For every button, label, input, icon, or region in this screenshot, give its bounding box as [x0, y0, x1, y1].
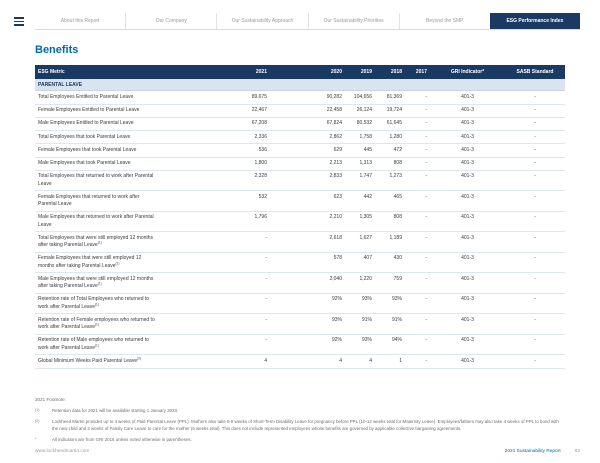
- nav-item-active[interactable]: ESG Performance Index: [490, 13, 580, 29]
- value-cell: -: [425, 107, 427, 113]
- value-cell: 2,040: [329, 275, 342, 282]
- footnote-reference: (1): [94, 322, 99, 327]
- column-header: 2018: [390, 68, 402, 75]
- column-header: 2021: [255, 68, 267, 75]
- metric-cell: Male Employees Entitled to Parental Leave: [38, 120, 134, 127]
- value-cell: 2,336: [254, 133, 267, 140]
- footnote-marker: (1): [35, 408, 40, 412]
- metric-cell: Total Employees Entitled to Parental Leave: [38, 93, 134, 100]
- metric-cell: Total Employees that returned to work after Parental Leave: [38, 173, 154, 187]
- nav-item[interactable]: Our Company: [125, 13, 216, 29]
- value-cell: -: [534, 214, 536, 221]
- value-cell: -: [265, 337, 267, 344]
- nav-item[interactable]: Our Sustainability Approach: [216, 13, 307, 29]
- metric-cell: Male Employees that returned to work after Parental Leave: [38, 214, 154, 228]
- value-cell: 445: [363, 146, 372, 153]
- value-cell: 90,282: [326, 93, 342, 100]
- value-cell: 104,656: [353, 93, 372, 100]
- esg-metrics-table: [35, 65, 565, 369]
- footnote-marker: (2): [35, 419, 40, 424]
- nav-item[interactable]: Beyond the SMP: [399, 13, 490, 29]
- nav-item[interactable]: About this Report: [60, 18, 100, 24]
- value-cell: 759: [393, 275, 402, 282]
- metric-cell: Retention rate of Male employees who returned to work after Parental Leave$^{(1)}$: [38, 337, 149, 351]
- value-cell: -: [534, 275, 536, 282]
- value-cell: 91%: [361, 316, 372, 323]
- value-cell: 93%: [331, 316, 342, 323]
- table-row: [35, 144, 565, 157]
- value-cell: -: [534, 316, 536, 323]
- metric-cell: Retention rate of Female employees who returned to work after Parental Leave$^{(1)}$: [38, 316, 155, 330]
- value-cell: -: [534, 120, 536, 127]
- value-cell: 401-3: [461, 133, 474, 140]
- value-cell: 1,189: [389, 234, 402, 241]
- value-cell: 4: [339, 357, 342, 364]
- footer-report-title: 2021 Sustainability Report: [504, 449, 561, 454]
- value-cell: 93%: [361, 337, 372, 344]
- value-cell: 92%: [331, 296, 342, 303]
- value-cell: 472: [393, 146, 402, 153]
- value-cell: 93%: [361, 296, 372, 303]
- value-cell: 89,675: [251, 93, 267, 100]
- table-row: [35, 158, 565, 171]
- value-cell: 401-3: [461, 296, 474, 303]
- value-cell: 1,305: [359, 214, 372, 221]
- footnote-item: [35, 419, 565, 433]
- value-cell: -: [425, 193, 427, 200]
- column-header: SASB Standard: [516, 68, 554, 75]
- value-cell: 536: [258, 146, 267, 153]
- value-cell: -: [534, 193, 536, 200]
- value-cell: 442: [363, 193, 372, 200]
- value-cell: 2,210: [329, 214, 342, 221]
- table-section-row: [35, 79, 565, 91]
- value-cell: 629: [333, 146, 342, 153]
- value-cell: 401-3: [461, 146, 474, 153]
- section-label: PARENTAL LEAVE: [38, 81, 83, 88]
- value-cell: -: [534, 133, 536, 140]
- footnote-reference: (2): [137, 356, 142, 361]
- value-cell: 401-3: [461, 357, 474, 364]
- footnote-text: Retention data for 2021 will be available starting 1 January 2023.: [52, 408, 179, 413]
- value-cell: -: [534, 255, 536, 262]
- value-cell: -: [425, 120, 427, 127]
- value-cell: 2,618: [329, 234, 342, 241]
- value-cell: 808: [393, 160, 402, 166]
- top-navigation: [14, 13, 580, 30]
- value-cell: -: [534, 296, 536, 303]
- value-cell: -: [425, 214, 427, 221]
- value-cell: 81,369: [386, 93, 402, 100]
- table-row: [35, 335, 565, 356]
- footer-website-link[interactable]: www.lockheedmartin.com: [35, 449, 90, 454]
- value-cell: -: [425, 316, 427, 323]
- footnote-text: Lockheed Martin provides up to 4 weeks of Paid Parental Leave (PPL). Mothers also take 6-8 weeks of Short-Term Disability Leave for pregnancy before PPL (10-12 weeks total for Maternity Leave). Employees/fathers may also take 4 weeks of PPL to bond with the new child and 2 weeks of Family Care Leave to care for the mother (6 weeks total). This does not include represented employees whose benefits are governed by applicable collective bargaining agreements.: [52, 419, 559, 432]
- value-cell: 22,458: [326, 107, 342, 113]
- value-cell: 401-3: [461, 234, 474, 241]
- table-row: [35, 91, 565, 104]
- page-footer: [35, 449, 580, 454]
- value-cell: 1,280: [389, 133, 402, 140]
- value-cell: -: [534, 107, 536, 113]
- value-cell: 401-3: [461, 193, 474, 200]
- footnote-reference: (1): [94, 342, 99, 347]
- column-header: GRI Indicator*: [450, 68, 485, 75]
- footer-page-number: 62: [574, 449, 580, 454]
- metric-cell: Total Employees that were still employed 12 months after taking Parental Leave$^{(1)}$: [38, 234, 154, 248]
- value-cell: 1,758: [359, 133, 372, 140]
- value-cell: 61,645: [386, 120, 402, 127]
- value-cell: -: [534, 173, 536, 180]
- value-cell: -: [534, 337, 536, 344]
- value-cell: 430: [393, 255, 402, 262]
- value-cell: -: [534, 93, 536, 100]
- value-cell: -: [425, 146, 427, 153]
- footnote-item: [35, 437, 565, 444]
- value-cell: 623: [333, 193, 342, 200]
- value-cell: 1,220: [359, 275, 372, 282]
- metric-cell: Male Employees that were still employed 12 months after taking Parental Leave$^{(1)}$: [38, 275, 154, 289]
- metric-cell: Female Employees Entitled to Parental Leave: [38, 107, 140, 113]
- table-row: [35, 294, 565, 315]
- footnote-reference: (1): [97, 281, 102, 286]
- metric-cell: Total Employees that took Parental Leave: [38, 133, 131, 140]
- value-cell: -: [425, 357, 427, 364]
- table-header-row: [35, 65, 565, 79]
- table-row: [35, 105, 565, 118]
- value-cell: 401-3: [461, 173, 474, 180]
- value-cell: 401-3: [461, 255, 474, 262]
- footnotes-title: 2021 Footnote:: [35, 397, 66, 402]
- value-cell: -: [425, 133, 427, 140]
- hamburger-menu-icon[interactable]: [14, 13, 27, 30]
- table-row: [35, 314, 565, 335]
- table-row: [35, 212, 565, 233]
- column-header: 2020: [330, 68, 342, 75]
- table-row: [35, 191, 565, 212]
- value-cell: -: [534, 357, 536, 364]
- value-cell: -: [425, 275, 427, 282]
- metric-cell: Male Employees that took Parental Leave: [38, 160, 131, 166]
- footnotes: [35, 397, 565, 449]
- metric-cell: Global Minimum Weeks Paid Parental Leave$^{(2)}$: [38, 356, 142, 364]
- value-cell: 19,724: [386, 107, 402, 113]
- metric-cell: Female Employees that were still employed 12 months after taking Parental Leave$^{(1)}$: [38, 255, 142, 269]
- value-cell: -: [425, 296, 427, 303]
- table-row: [35, 355, 565, 368]
- table-row: [35, 253, 565, 274]
- nav-item[interactable]: Our Sustainability Priorities: [308, 13, 399, 29]
- value-cell: 2,862: [329, 133, 342, 140]
- footnote-marker: *: [35, 437, 37, 442]
- column-header: 2019: [360, 68, 372, 75]
- value-cell: 532: [258, 193, 267, 200]
- value-cell: -: [425, 173, 427, 180]
- footnote-text: All indicators are from GRI 2016 unless noted otherwise in parentheses.: [52, 437, 192, 443]
- value-cell: 93%: [391, 296, 402, 303]
- value-cell: 1,796: [254, 214, 267, 221]
- value-cell: 2,213: [329, 160, 342, 166]
- table-row: [35, 232, 565, 253]
- value-cell: -: [425, 93, 427, 100]
- value-cell: 401-3: [461, 93, 474, 100]
- value-cell: -: [534, 234, 536, 241]
- value-cell: 67,824: [326, 120, 342, 127]
- value-cell: 1,627: [359, 234, 372, 241]
- value-cell: 92%: [331, 337, 342, 344]
- value-cell: 401-3: [461, 316, 474, 323]
- value-cell: 401-3: [461, 337, 474, 344]
- table-row: [35, 131, 565, 144]
- value-cell: -: [534, 160, 536, 166]
- value-cell: 91%: [391, 316, 402, 323]
- value-cell: 2,328: [254, 173, 267, 180]
- value-cell: 808: [393, 214, 402, 221]
- main-content: [35, 44, 565, 369]
- value-cell: 2,833: [329, 173, 342, 180]
- value-cell: -: [534, 146, 536, 153]
- value-cell: -: [425, 234, 427, 241]
- table-row: [35, 118, 565, 131]
- value-cell: -: [265, 234, 267, 241]
- value-cell: 4: [369, 357, 372, 364]
- value-cell: 401-3: [461, 214, 474, 221]
- footnote-item: [35, 408, 565, 415]
- column-header: ESG Metric: [38, 68, 65, 75]
- value-cell: -: [265, 275, 267, 282]
- value-cell: 401-3: [461, 120, 474, 127]
- value-cell: 1,273: [389, 173, 402, 180]
- value-cell: 1: [399, 357, 402, 364]
- metric-cell: Retention rate of Total Employees who returned to work after Parental Leave$^{(1)}$: [38, 296, 150, 310]
- value-cell: 94%: [391, 337, 402, 344]
- table-row: [35, 171, 565, 192]
- value-cell: -: [425, 337, 427, 344]
- value-cell: -: [265, 255, 267, 262]
- value-cell: 401-3: [461, 107, 474, 113]
- value-cell: 401-3: [461, 160, 474, 166]
- value-cell: 407: [363, 255, 372, 262]
- value-cell: 401-3: [461, 275, 474, 282]
- page-title: Benefits: [35, 44, 79, 56]
- footnote-reference: (1): [115, 260, 120, 265]
- value-cell: -: [425, 255, 427, 262]
- value-cell: -: [265, 316, 267, 323]
- value-cell: -: [425, 160, 427, 166]
- footnote-reference: (1): [94, 301, 99, 306]
- footnote-reference: (1): [97, 240, 102, 245]
- table-row: [35, 273, 565, 294]
- value-cell: 1,800: [254, 160, 267, 166]
- value-cell: 67,208: [251, 120, 267, 127]
- value-cell: 578: [333, 255, 342, 262]
- metric-cell: Female Employees that returned to work after Parental Leave: [38, 193, 140, 207]
- metric-cell: Female Employees that took Parental Leave: [38, 146, 137, 153]
- value-cell: 1,747: [359, 173, 372, 180]
- value-cell: 465: [393, 193, 402, 200]
- value-cell: 22,467: [251, 107, 267, 113]
- value-cell: 80,532: [356, 120, 372, 127]
- value-cell: 26,124: [356, 107, 372, 113]
- column-header: 2017: [415, 68, 427, 75]
- value-cell: 1,313: [359, 160, 372, 166]
- value-cell: 4: [264, 357, 267, 364]
- table-body: [35, 91, 565, 368]
- value-cell: -: [265, 296, 267, 303]
- nav-items: [35, 13, 580, 30]
